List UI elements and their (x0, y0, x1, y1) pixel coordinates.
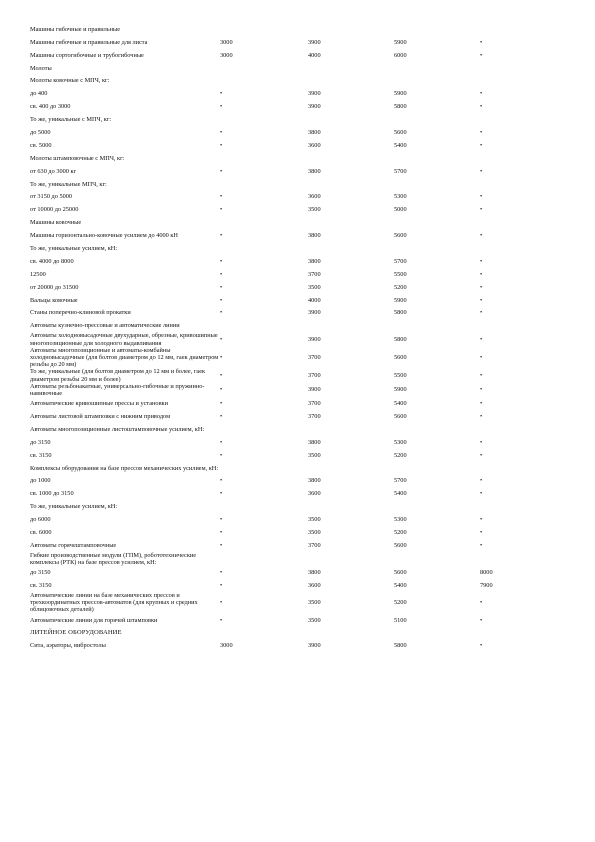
table-row (30, 100, 570, 113)
value-cell-4: • (480, 516, 483, 524)
table-row (30, 639, 570, 652)
row-label: Автоматические линии для горячей штамповки (30, 616, 158, 624)
value-cell-2: 3800 (308, 438, 321, 446)
value-cell-4: • (480, 167, 483, 175)
table-row (30, 383, 570, 397)
value-cell-4: • (480, 642, 483, 650)
value-cell-1: • (220, 582, 223, 590)
value-cell-2: 3700 (308, 541, 321, 549)
table-row (30, 203, 570, 216)
section-heading-row (30, 627, 570, 640)
value-cell-2: 3900 (308, 103, 321, 111)
value-cell-1: • (220, 438, 223, 446)
value-cell-1: • (220, 283, 223, 291)
table-row (30, 423, 570, 436)
table-row (30, 319, 570, 332)
value-cell-2: 3900 (308, 90, 321, 98)
value-cell-3: 5700 (394, 257, 407, 265)
value-cell-1: • (220, 206, 223, 214)
row-label: до 6000 (30, 516, 51, 524)
row-label: от 630 до 3000 кг (30, 167, 77, 175)
value-cell-1: • (220, 386, 223, 394)
value-cell-3: 5600 (394, 353, 407, 361)
value-cell-4: • (480, 490, 483, 498)
table-row (30, 566, 570, 579)
value-cell-1: • (220, 296, 223, 304)
row-label: до 3150 (30, 438, 51, 446)
value-cell-3: 5200 (394, 451, 407, 459)
table-row (30, 165, 570, 178)
value-cell-1: • (220, 167, 223, 175)
value-cell-4: • (480, 386, 483, 394)
value-cell-4: • (480, 283, 483, 291)
value-cell-2: 3500 (308, 516, 321, 524)
row-label: То же, уникальные усилием, кН: (30, 503, 118, 511)
table-row (30, 281, 570, 294)
value-cell-1: • (220, 400, 223, 408)
table-row (30, 614, 570, 627)
table-row (30, 592, 570, 614)
table-row (30, 216, 570, 229)
value-cell-2: 4000 (308, 51, 321, 59)
value-cell-4: • (480, 128, 483, 136)
value-cell-1: • (220, 569, 223, 577)
table-row (30, 462, 570, 475)
value-cell-3: 5600 (394, 569, 407, 577)
document-page (30, 23, 570, 652)
value-cell-4: • (480, 353, 483, 361)
row-label: Гибкие производственные модули (ГПМ), робототехнические комплексы (РТК) на базе прессов усилием, кН: (30, 551, 197, 567)
row-label: Комплексы оборудования на базе прессов механических усилием, кН: (30, 464, 219, 472)
value-cell-1: • (220, 371, 223, 379)
table-row (30, 294, 570, 307)
value-cell-1: 3000 (220, 51, 233, 59)
row-label: Сита, аэраторы, вибростолы (30, 642, 106, 650)
value-cell-4: • (480, 38, 483, 46)
row-label: до 400 (30, 90, 48, 98)
row-label: Автоматы листовой штамповки с нижним приводом (30, 412, 171, 420)
value-cell-2: 3700 (308, 412, 321, 420)
value-cell-1: 3000 (220, 38, 233, 46)
table-row (30, 113, 570, 126)
value-cell-4: • (480, 335, 483, 343)
value-cell-3: 5600 (394, 541, 407, 549)
table-row (30, 75, 570, 88)
table-row (30, 397, 570, 410)
table-row (30, 242, 570, 255)
value-cell-3: 6000 (394, 51, 407, 59)
value-cell-2: 3500 (308, 206, 321, 214)
table-row (30, 449, 570, 462)
value-cell-4: • (480, 257, 483, 265)
value-cell-3: 5800 (394, 335, 407, 343)
value-cell-4: • (480, 232, 483, 240)
row-label: Автоматы горячештамповочные (30, 541, 117, 549)
table-row (30, 347, 570, 369)
row-label: То же, уникальные с МПЧ, кг: (30, 116, 112, 124)
row-label: до 3150 (30, 569, 51, 577)
value-cell-1: • (220, 490, 223, 498)
row-label: ЛИТЕЙНОЕ ОБОРУДОВАНИЕ (30, 629, 122, 637)
value-cell-3: 5500 (394, 371, 407, 379)
value-cell-2: 3900 (308, 386, 321, 394)
value-cell-4: • (480, 371, 483, 379)
table-row (30, 36, 570, 49)
row-label: То же, уникальные (для болтов диаметром до 12 мм и более, гаек диаметром резьбы 20 мм и более) (30, 368, 206, 383)
row-label: Машины сортогибочные и трубогибочные (30, 51, 144, 59)
value-cell-1: 3000 (220, 642, 233, 650)
table-row (30, 526, 570, 539)
value-cell-1: • (220, 141, 223, 149)
value-cell-4: • (480, 438, 483, 446)
row-label: св. 6000 (30, 528, 52, 536)
value-cell-1: • (220, 193, 223, 201)
row-label: св. 1000 до 3150 (30, 490, 74, 498)
value-cell-1: • (220, 353, 223, 361)
value-cell-3: 5400 (394, 141, 407, 149)
table-row (30, 410, 570, 423)
value-cell-3: 5800 (394, 642, 407, 650)
value-cell-2: 3900 (308, 335, 321, 343)
value-cell-4: 8000 (480, 569, 493, 577)
row-label: св. 5000 (30, 141, 52, 149)
value-cell-4: • (480, 296, 483, 304)
table-row (30, 255, 570, 268)
value-cell-1: • (220, 516, 223, 524)
row-label: св. 400 до 3000 (30, 103, 71, 111)
value-cell-1: • (220, 270, 223, 278)
row-label: 12500 (30, 270, 46, 278)
table-row (30, 475, 570, 488)
value-cell-4: • (480, 477, 483, 485)
table-row (30, 178, 570, 191)
value-cell-1: • (220, 528, 223, 536)
value-cell-4: • (480, 103, 483, 111)
value-cell-3: 5900 (394, 296, 407, 304)
row-label: до 1000 (30, 477, 51, 485)
value-cell-3: 5700 (394, 477, 407, 485)
table-row (30, 126, 570, 139)
row-label: св. 3150 (30, 582, 52, 590)
value-cell-1: • (220, 103, 223, 111)
value-cell-4: • (480, 193, 483, 201)
row-label: св. 3150 (30, 451, 52, 459)
value-cell-4: • (480, 528, 483, 536)
value-cell-2: 3800 (308, 128, 321, 136)
row-label: Машины горизонтально-ковочные усилием до 4000 кН (30, 232, 178, 240)
value-cell-2: 3700 (308, 371, 321, 379)
value-cell-1: • (220, 599, 223, 607)
row-label: Машины гибочные и правильные (30, 25, 121, 33)
value-cell-2: 3900 (308, 642, 321, 650)
row-label: Молоты (30, 64, 52, 72)
value-cell-4: • (480, 599, 483, 607)
value-cell-1: • (220, 90, 223, 98)
table-row (30, 487, 570, 500)
value-cell-2: 3600 (308, 490, 321, 498)
value-cell-2: 3600 (308, 582, 321, 590)
value-cell-3: 5900 (394, 90, 407, 98)
table-row (30, 62, 570, 75)
value-cell-3: 5900 (394, 386, 407, 394)
row-label: от 10000 до 25000 (30, 206, 79, 214)
value-cell-1: • (220, 412, 223, 420)
value-cell-3: 5100 (394, 616, 407, 624)
table-row (30, 152, 570, 165)
value-cell-2: 3800 (308, 257, 321, 265)
row-label: Молоты штамповочные с МПЧ, кг: (30, 154, 125, 162)
value-cell-4: • (480, 90, 483, 98)
value-cell-3: 5200 (394, 528, 407, 536)
value-cell-4: • (480, 616, 483, 624)
table-row (30, 139, 570, 152)
value-cell-2: 3600 (308, 193, 321, 201)
row-label: Молоты ковочные с МПЧ, кг: (30, 77, 110, 85)
value-cell-2: 3800 (308, 477, 321, 485)
value-cell-4: • (480, 309, 483, 317)
table-row (30, 268, 570, 281)
value-cell-4: • (480, 412, 483, 420)
table-row (30, 229, 570, 242)
value-cell-4: • (480, 451, 483, 459)
row-label: Автоматы многопозиционные и автоматы-комбайны холодновысадочные (для болтов диаметром до 12 мм, гаек диаметром резьбы до 20 мм) (30, 346, 219, 369)
value-cell-2: 3800 (308, 232, 321, 240)
value-cell-3: 5400 (394, 490, 407, 498)
value-cell-4: • (480, 270, 483, 278)
value-cell-1: • (220, 128, 223, 136)
value-cell-1: • (220, 257, 223, 265)
table-row (30, 332, 570, 346)
value-cell-3: 5600 (394, 412, 407, 420)
row-label: от 20000 до 31500 (30, 283, 79, 291)
value-cell-2: 3500 (308, 528, 321, 536)
table-row (30, 368, 570, 382)
value-cell-1: • (220, 477, 223, 485)
value-cell-3: 5900 (394, 38, 407, 46)
table-row (30, 87, 570, 100)
row-label: от 3150 до 5000 (30, 193, 73, 201)
value-cell-4: • (480, 51, 483, 59)
value-cell-1: • (220, 451, 223, 459)
table-row (30, 539, 570, 552)
value-cell-3: 5500 (394, 270, 407, 278)
value-cell-2: 3800 (308, 167, 321, 175)
value-cell-4: 7900 (480, 582, 493, 590)
value-cell-2: 3500 (308, 599, 321, 607)
row-label: Автоматические линии на базе механических прессов и трехкоординатных прессов-автоматов (для крупных и средних облицовочных деталей) (30, 592, 198, 614)
row-label: Автоматические кривошипные прессы и установки (30, 400, 168, 408)
value-cell-3: 5600 (394, 232, 407, 240)
table-row (30, 436, 570, 449)
value-cell-1: • (220, 232, 223, 240)
value-cell-4: • (480, 206, 483, 214)
value-cell-2: 3900 (308, 309, 321, 317)
row-label: св. 4000 до 8000 (30, 257, 74, 265)
value-cell-2: 3700 (308, 270, 321, 278)
table-row (30, 552, 570, 566)
value-cell-3: 5600 (394, 128, 407, 136)
value-cell-4: • (480, 400, 483, 408)
row-label: То же, уникальные усилием, кН: (30, 244, 118, 252)
value-cell-1: • (220, 335, 223, 343)
value-cell-3: 5200 (394, 283, 407, 291)
row-label: Машины ковочные (30, 219, 82, 227)
value-cell-1: • (220, 541, 223, 549)
value-cell-3: 5300 (394, 516, 407, 524)
row-label: Машины гибочные и правильные для листа (30, 38, 148, 46)
value-cell-3: 5800 (394, 309, 407, 317)
value-cell-3: 5400 (394, 582, 407, 590)
row-label: То же, уникальные МПЧ, кг: (30, 180, 107, 188)
value-cell-2: 3600 (308, 141, 321, 149)
value-cell-3: 5000 (394, 206, 407, 214)
value-cell-2: 3700 (308, 400, 321, 408)
row-label: Автоматы многопозиционные листоштамповочные усилием, кН: (30, 425, 205, 433)
value-cell-1: • (220, 616, 223, 624)
value-cell-3: 5300 (394, 438, 407, 446)
value-cell-2: 3700 (308, 353, 321, 361)
row-label: до 5000 (30, 128, 51, 136)
table-row (30, 513, 570, 526)
value-cell-2: 3500 (308, 616, 321, 624)
row-label: Автоматы кузнечно-прессовые и автоматические линии (30, 322, 180, 330)
value-cell-1: • (220, 309, 223, 317)
value-cell-2: 3800 (308, 569, 321, 577)
value-cell-2: 3900 (308, 38, 321, 46)
table-row (30, 49, 570, 62)
row-label: Вальцы ковочные (30, 296, 78, 304)
table-row (30, 579, 570, 592)
table-row (30, 23, 570, 36)
table-row (30, 500, 570, 513)
value-cell-3: 5400 (394, 400, 407, 408)
value-cell-3: 5300 (394, 193, 407, 201)
row-label: Автоматы холодновысадочные двухударные, обрезные, кривошипные многопозиционные для холодного выдавливания (30, 332, 218, 347)
value-cell-4: • (480, 141, 483, 149)
value-cell-2: 4000 (308, 296, 321, 304)
value-cell-3: 5200 (394, 599, 407, 607)
value-cell-3: 5800 (394, 103, 407, 111)
value-cell-2: 3500 (308, 283, 321, 291)
value-cell-3: 5700 (394, 167, 407, 175)
table-row (30, 307, 570, 320)
value-cell-4: • (480, 541, 483, 549)
value-cell-2: 3500 (308, 451, 321, 459)
row-label: Станы поперечно-клиновой прокатки (30, 309, 131, 317)
row-label: Автоматы резьбонакатные, универсально-гибочные и пружинно-навивочные (30, 382, 205, 397)
norms-table (30, 23, 570, 652)
table-row (30, 191, 570, 204)
